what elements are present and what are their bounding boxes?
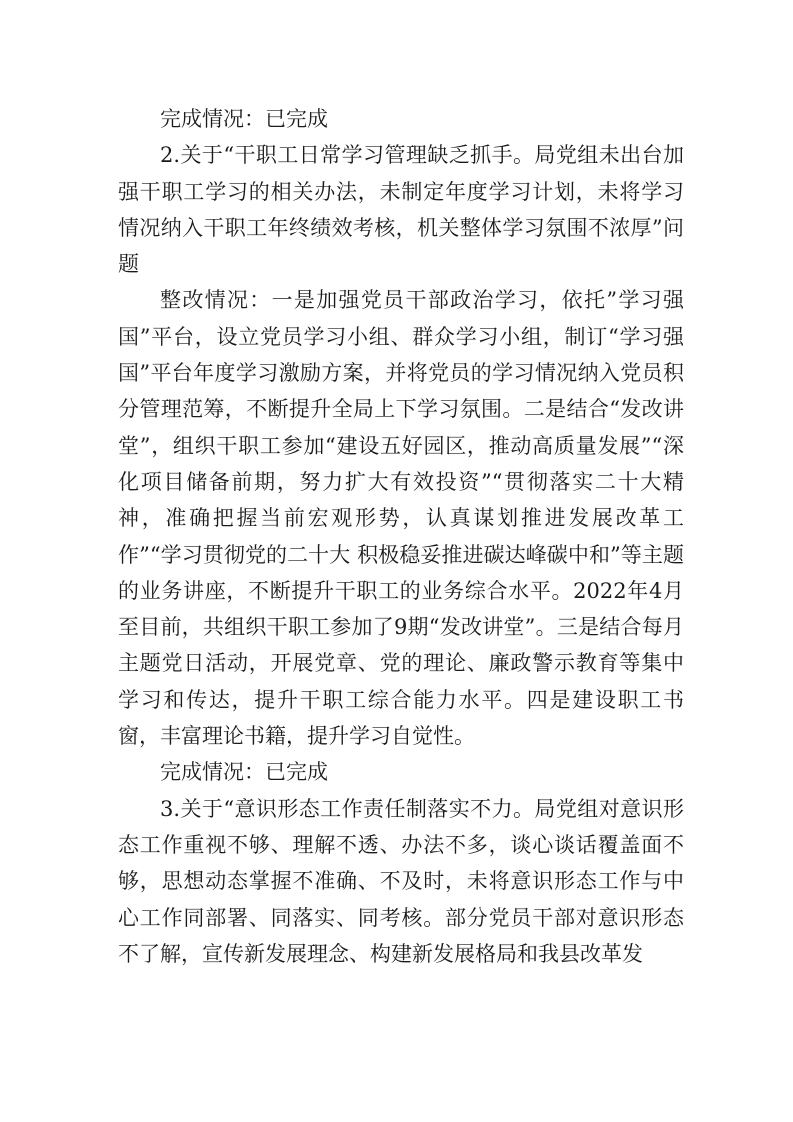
issue-item-2: 2.关于“干职工日常学习管理缺乏抓手。局党组未出台加强干职工学习的相关办法，未制定年度学习计划，未将学习情况纳入干职工年终绩效考核，机关整体学习氛围不浓厚”问题	[118, 143, 684, 277]
document-body	[118, 101, 684, 972]
completion-status-2: 完成情况：已完成	[160, 760, 328, 785]
issue-item-3: 3.关于“意识形态工作责任制落实不力。局党组对意识形态工作重视不够、理解不透、办法不多，谈心谈话覆盖面不够，思想动态掌握不准确、不及时，未将意识形态工作与中心工作同部署、同落实、同考核。部分党员干部对意识形态不了解，宣传新发展理念、构建新发展格局和我县改革发	[118, 796, 684, 966]
rectification-details: 整改情况：一是加强党员干部政治学习，依托”学习强国”平台，设立党员学习小组、群众学习小组，制订“学习强国”平台年度学习激励方案，并将党员的学习情况纳入党员积分管理范筹，不断提升全局上下学习氛围。二是结合“发改讲堂”，组织干职工参加“建设五好园区，推动高质量发展”“深化项目储备前期，努力扩大有效投资”“贯彻落实二十大精神，准确把握当前宏观形势，认真谋划推进发展改革工作”“学习贯彻党的二十大 积极稳妥推进碳达峰碳中和”等主题的业务讲座，不断提升干职工的业务综合水平。2022年4月至目前，共组织干职工参加了9期“发改讲堂”。三是结合每月主题党日活动，开展党章、党的理论、廉政警示教育等集中学习和传达，提升干职工综合能力水平。四是建设职工书窗，丰富理论书籍，提升学习自觉性。	[118, 288, 684, 749]
completion-status-1: 完成情况：已完成	[160, 107, 328, 131]
